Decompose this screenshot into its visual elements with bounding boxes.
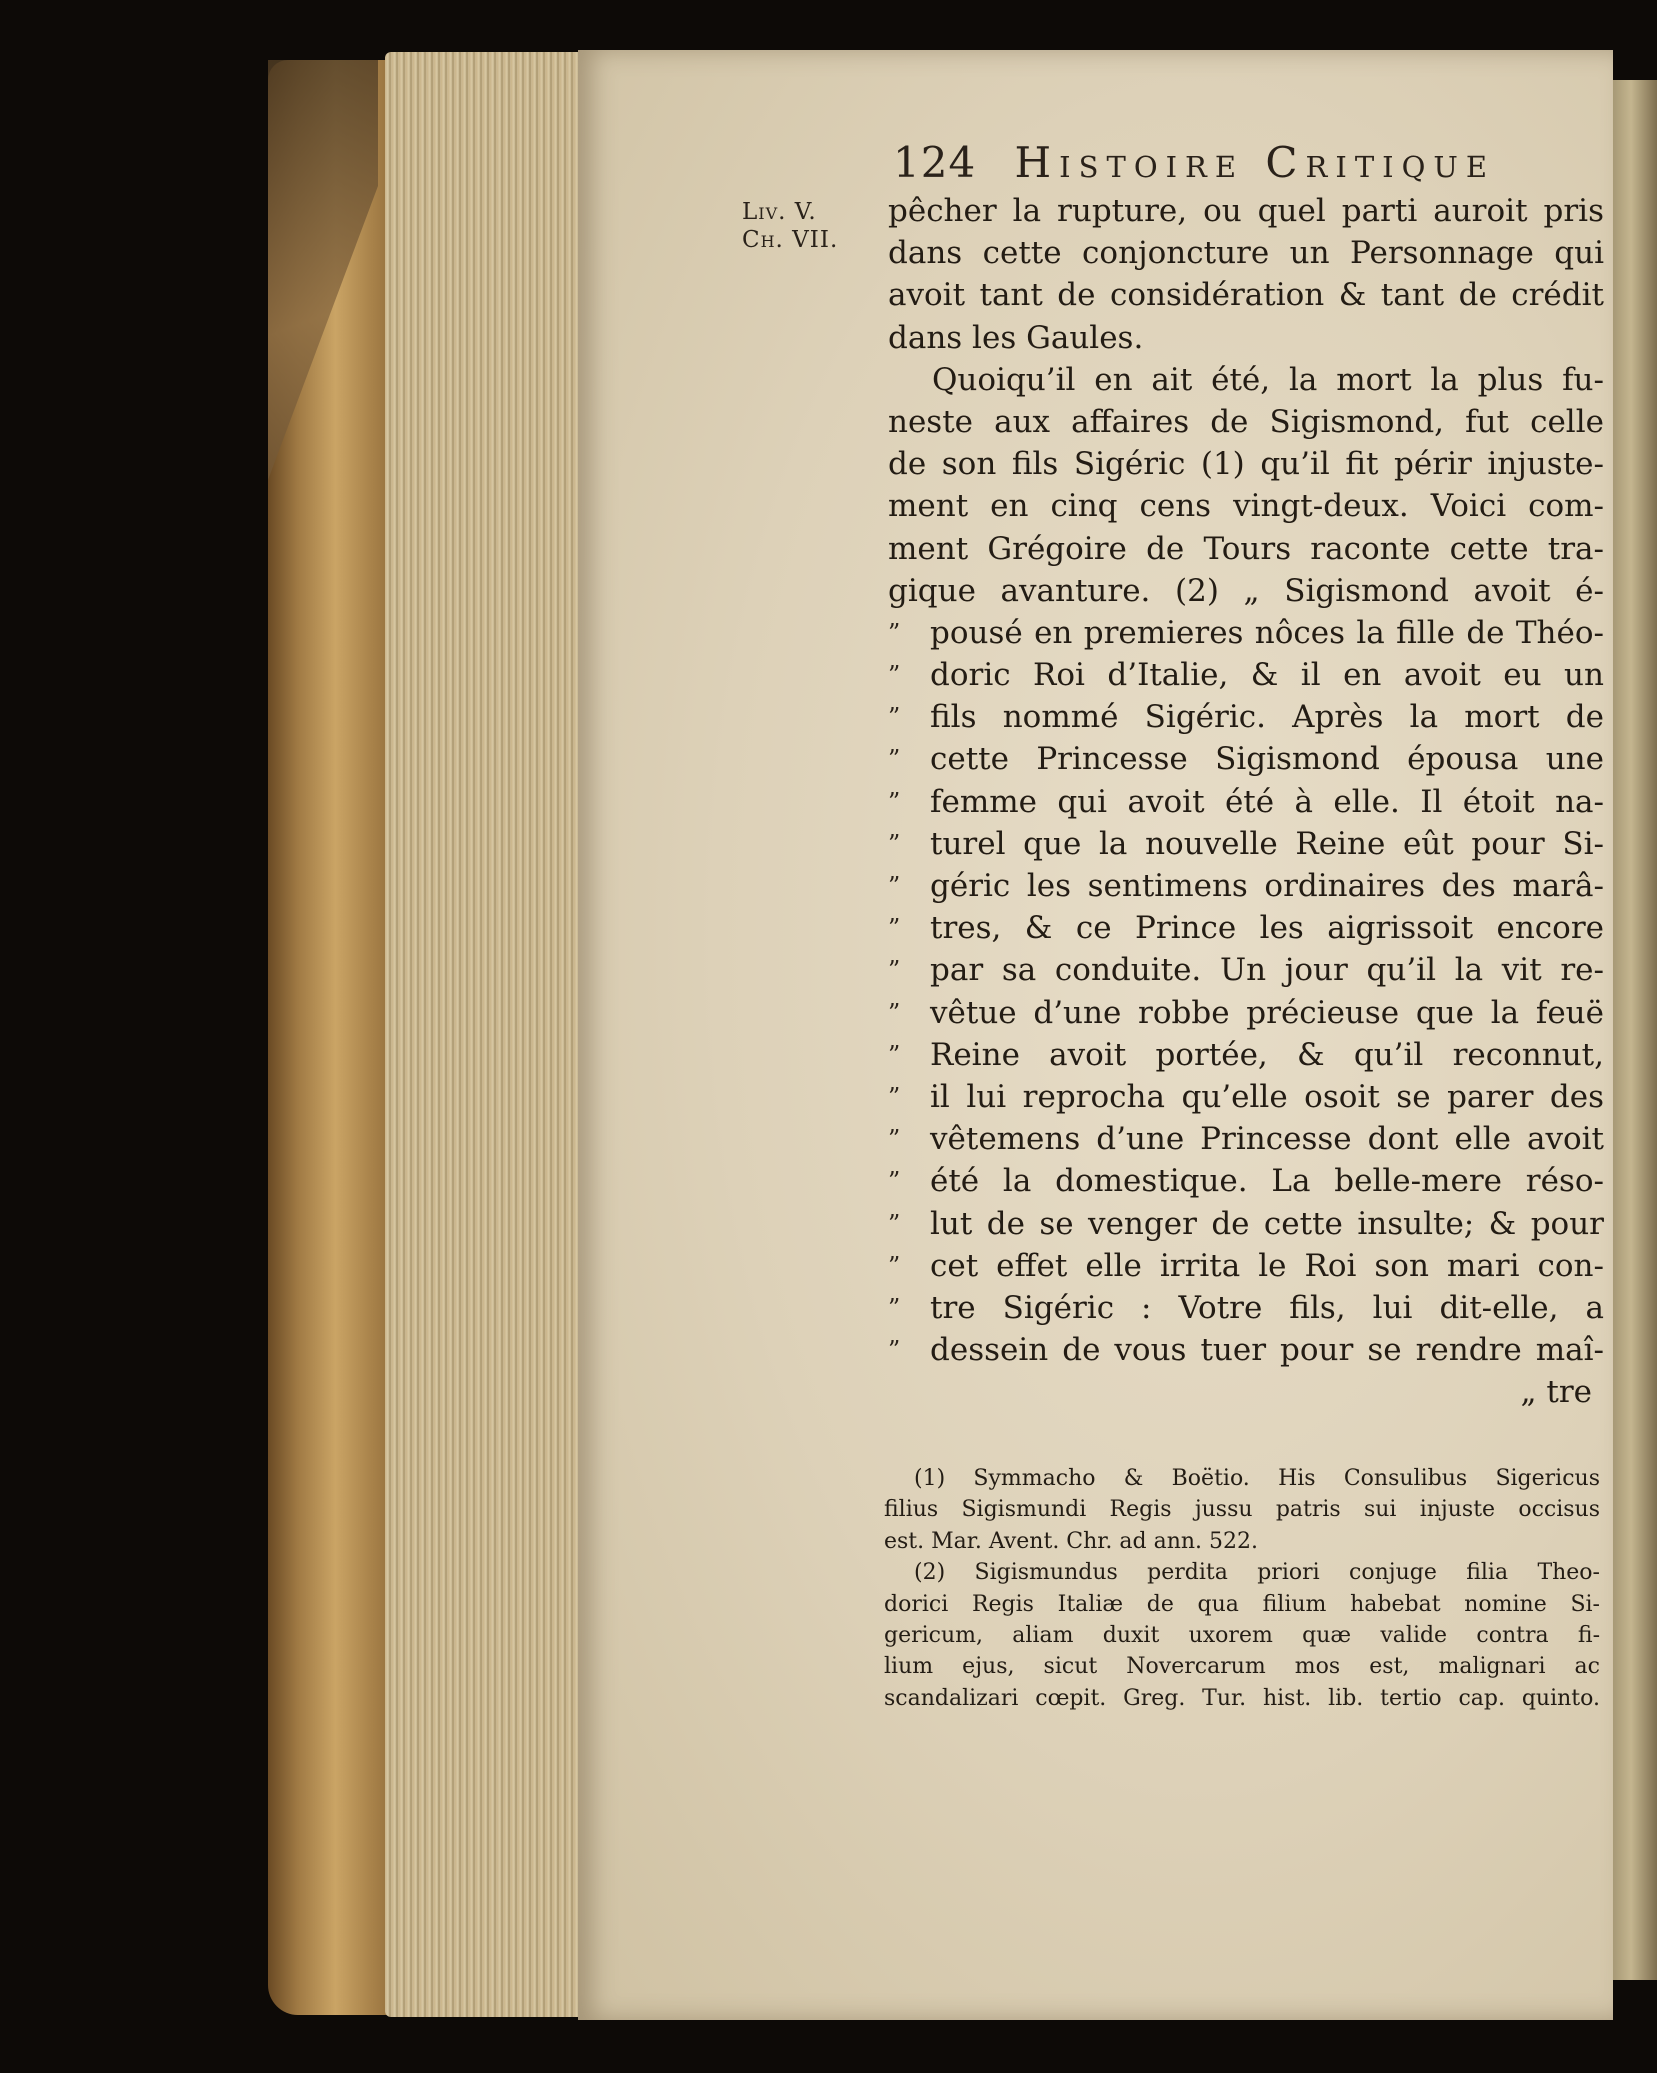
quote-mark: ” [888, 661, 901, 690]
text-line-content: cette Princesse Sigismond épousa une [930, 741, 1604, 778]
page-number: 124 [893, 138, 977, 187]
text-line-content: dessein de vous tuer pour se rendre maî- [930, 1332, 1604, 1369]
text-line [888, 992, 1604, 1034]
quote-mark: ” [888, 1125, 901, 1154]
text-line-content: de son fils Sigéric (1) qu’il fit périr injuste- [888, 446, 1604, 483]
text-line-content: gique avanture. (2) „ Sigismond avoit é- [888, 572, 1604, 609]
text-line [888, 1118, 1604, 1160]
footnote-line: lium ejus, sicut Novercarum mos est, malignari ac [884, 1654, 1600, 1680]
text-line [888, 865, 1604, 907]
margin-note [742, 198, 882, 254]
text-line-content: ment Grégoire de Tours raconte cette tra- [888, 530, 1604, 567]
margin-note-book: Liv. V. [742, 199, 817, 225]
text-line [888, 781, 1604, 823]
text-line-content: pousé en premieres nôces la fille de Théo- [930, 614, 1604, 651]
text-line [888, 696, 1604, 738]
text-line-content: par sa conduite. Un jour qu’il la vit re- [930, 952, 1604, 989]
footnotes [884, 1463, 1600, 1714]
quote-mark: ” [888, 787, 901, 816]
text-line-content: femme qui avoit été à elle. Il étoit na- [930, 783, 1604, 820]
text-line [888, 401, 1604, 443]
footnote-line: est. Mar. Avent. Chr. ad ann. 522. [884, 1528, 1259, 1554]
text-line [888, 190, 1604, 232]
text-line-content: turel que la nouvelle Reine eût pour Si- [930, 825, 1604, 862]
footnote-line: (1) Symmacho & Boëtio. His Consulibus Sigericus [914, 1466, 1600, 1491]
text-line [888, 1076, 1604, 1118]
footnote-line: scandalizari cœpit. Greg. Tur. hist. lib. tertio cap. quinto. [884, 1685, 1600, 1711]
text-line [888, 1160, 1604, 1202]
text-line-content: été la domestique. La belle-mere réso- [930, 1163, 1604, 1200]
text-line-content: ment en cinq cens vingt-deux. Voici com- [888, 488, 1604, 525]
text-line-content: vêtue d’une robbe précieuse que la feuë [930, 994, 1604, 1031]
text-line [888, 485, 1604, 527]
text-line [888, 570, 1604, 612]
text-line [888, 654, 1604, 696]
quote-mark: ” [888, 956, 901, 985]
text-line-content: tres, & ce Prince les aigrissoit encore [930, 910, 1604, 947]
quote-mark: ” [888, 618, 901, 647]
quote-mark: ” [888, 998, 901, 1027]
text-line [888, 1287, 1604, 1329]
text-line-content: il lui reprocha qu’elle osoit se parer des [930, 1078, 1604, 1115]
text-line [888, 907, 1604, 949]
running-header [893, 138, 1533, 198]
quote-mark: ” [888, 1167, 901, 1196]
text-line-content: cet effet elle irrita le Roi son mari con- [930, 1247, 1604, 1284]
text-line [888, 823, 1604, 865]
quote-mark: ” [888, 1336, 901, 1365]
text-line [888, 612, 1604, 654]
text-line-content: pêcher la rupture, ou quel parti auroit pris [888, 193, 1604, 229]
text-line-content: Reine avoit portée, & qu’il reconnut, [930, 1036, 1604, 1073]
text-line-content: fils nommé Sigéric. Après la mort de [930, 699, 1604, 736]
page-edges [385, 52, 585, 2017]
footnote-line: (2) Sigismundus perdita priori conjuge filia Theo- [914, 1560, 1600, 1586]
text-line-content: neste aux affaires de Sigismond, fut celle [888, 403, 1604, 440]
text-line-content: Quoiqu’il en ait été, la mort la plus fu- [932, 361, 1604, 398]
text-line-content: lut de se venger de cette insulte; & pour [930, 1205, 1604, 1242]
text-line [888, 1245, 1604, 1287]
text-line-content: tre Sigéric : Votre fils, lui dit-elle, a [930, 1289, 1604, 1326]
text-line [888, 232, 1604, 274]
text-line [888, 1329, 1604, 1371]
running-title: Histoire Critique [1014, 138, 1496, 187]
text-line [888, 359, 1604, 401]
text-line-content: géric les sentimens ordinaires des marâ- [930, 868, 1604, 904]
quote-mark: ” [888, 1293, 901, 1322]
catchword: „ tre [1520, 1374, 1592, 1411]
text-line-content: dans cette conjoncture un Personnage qui [888, 235, 1604, 272]
text-line [888, 738, 1604, 780]
body-text [888, 190, 1604, 1413]
text-line [888, 274, 1604, 316]
text-line-content: dans les Gaules. [888, 319, 1144, 356]
quote-mark: ” [888, 829, 901, 858]
quote-mark: ” [888, 745, 901, 774]
footnote-line: dorici Regis Italiæ de qua filium habebat nomine Si- [884, 1591, 1600, 1617]
text-line [888, 1203, 1604, 1245]
footnote-line: gericum, aliam duxit uxorem quæ valide contra fi- [884, 1622, 1600, 1648]
text-line [888, 317, 1604, 359]
quote-mark: ” [888, 1040, 901, 1069]
footnote-line: filius Sigismundi Regis jussu patris sui injuste occisus [884, 1497, 1600, 1523]
quote-mark: ” [888, 1251, 901, 1280]
quote-mark: ” [888, 1082, 901, 1111]
text-line [888, 949, 1604, 991]
quote-mark: ” [888, 1209, 901, 1238]
text-line-content: doric Roi d’Italie, & il en avoit eu un [930, 657, 1604, 694]
quote-mark: ” [888, 703, 901, 732]
margin-note-chapter: Ch. VII. [742, 227, 839, 253]
text-line [888, 443, 1604, 485]
quote-mark: ” [888, 914, 901, 943]
text-line-content: avoit tant de considération & tant de crédit [888, 277, 1604, 314]
text-line [888, 1034, 1604, 1076]
text-line [888, 528, 1604, 570]
quote-mark: ” [888, 872, 901, 900]
text-line-content: vêtemens d’une Princesse dont elle avoit [930, 1121, 1604, 1158]
